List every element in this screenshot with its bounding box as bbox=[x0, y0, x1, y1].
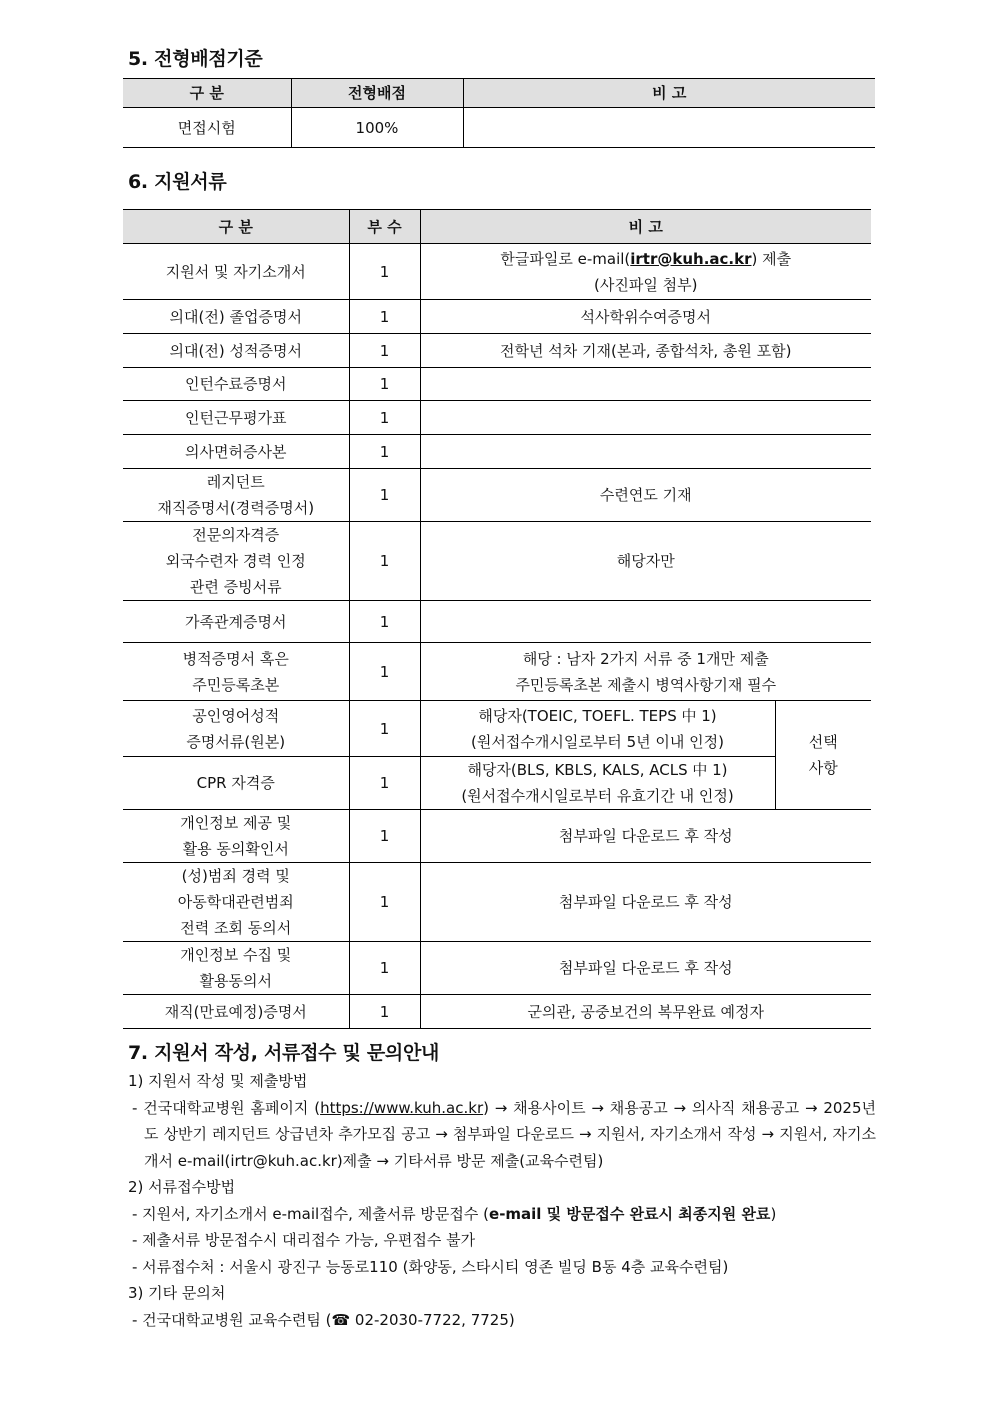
doc-name: 지원서 및 자기소개서 bbox=[123, 244, 349, 300]
doc-name: 인턴근무평가표 bbox=[123, 401, 349, 435]
section7-title: 7. 지원서 작성, 서류접수 및 문의안내 bbox=[128, 1042, 440, 1064]
table-row bbox=[123, 601, 871, 643]
doc-note: 첨부파일 다운로드 후 작성 bbox=[420, 942, 871, 995]
doc-count: 1 bbox=[349, 244, 420, 300]
cell-score: 100% bbox=[291, 108, 463, 148]
doc-count: 1 bbox=[349, 701, 420, 757]
guide-item: - 제출서류 방문접수시 대리접수 가능, 우편접수 불가 bbox=[132, 1231, 476, 1249]
doc-name: 개인정보 제공 및 활용 동의확인서 bbox=[123, 810, 349, 863]
doc-note bbox=[420, 601, 871, 643]
doc-name: (성)범죄 경력 및 아동학대관련범죄 전력 조회 동의서 bbox=[123, 863, 349, 942]
table-row bbox=[123, 401, 871, 435]
email-link[interactable]: irtr@kuh.ac.kr bbox=[630, 249, 752, 268]
guide-subtitle: 3) 기타 문의처 bbox=[128, 1284, 226, 1302]
table-row bbox=[123, 643, 871, 701]
doc-name: 가족관계증명서 bbox=[123, 601, 349, 643]
doc-count: 1 bbox=[349, 863, 420, 942]
guide-item: - 서류접수처 : 서울시 광진구 능동로110 (화양동, 스타시티 영존 빌딩 B동 4층 교육수련팀) bbox=[132, 1257, 729, 1276]
doc-count: 1 bbox=[349, 757, 420, 810]
guide-item: - 건국대학교병원 교육수련팀 (☎ 02-2030-7722, 7725) bbox=[132, 1310, 515, 1329]
doc-count: 1 bbox=[349, 334, 420, 368]
documents-table bbox=[123, 209, 871, 1029]
homepage-link[interactable]: https://www.kuh.ac.kr bbox=[320, 1098, 484, 1117]
guide-item: - 건국대학교병원 홈페이지 (https://www.kuh.ac.kr) → 채용사이트 → 채용공고 → 의사직 채용공고 → 2025년도 상반기 레지던트 상급년차 추가모집 공고 → 첨부파일 다운로드 → 지원서, 자기소개서 작성 → 지원서, 자기소개서 e-mail(irtr@kuh.ac.kr)제출 → 기타서류 방문 제출(교육수련팀) bbox=[132, 1098, 876, 1170]
table-row bbox=[123, 334, 871, 368]
doc-name: 전문의자격증 외국수련자 경력 인정 관련 증빙서류 bbox=[123, 522, 349, 601]
table-row bbox=[123, 300, 871, 334]
section6-title: 6. 지원서류 bbox=[128, 171, 227, 193]
doc-note bbox=[420, 401, 871, 435]
doc-name: 의대(전) 졸업증명서 bbox=[123, 300, 349, 334]
doc-count: 1 bbox=[349, 401, 420, 435]
doc-count: 1 bbox=[349, 368, 420, 401]
doc-count: 1 bbox=[349, 995, 420, 1029]
table-row bbox=[123, 435, 871, 469]
doc-note: 전학년 석차 기재(본과, 종합석차, 총원 포함) bbox=[420, 334, 871, 368]
doc-note: 해당자(BLS, KBLS, KALS, ACLS 中 1) (원서접수개시일로부터 유효기간 내 인정) bbox=[420, 757, 775, 810]
cell-category: 면접시험 bbox=[123, 108, 291, 148]
header-note: 비 고 bbox=[420, 210, 871, 244]
doc-name: 의사면허증사본 bbox=[123, 435, 349, 469]
header-note: 비 고 bbox=[463, 79, 875, 108]
doc-count: 1 bbox=[349, 601, 420, 643]
doc-note: 군의관, 공중보건의 복무완료 예정자 bbox=[420, 995, 871, 1029]
table-row bbox=[123, 701, 871, 757]
table-row bbox=[123, 942, 871, 995]
table-row bbox=[123, 863, 871, 942]
doc-note: 수련연도 기재 bbox=[420, 469, 871, 522]
table-row bbox=[123, 995, 871, 1029]
section5-title: 5. 전형배점기준 bbox=[128, 48, 263, 70]
table-row bbox=[123, 522, 871, 601]
doc-note: 첨부파일 다운로드 후 작성 bbox=[420, 810, 871, 863]
doc-name: 개인정보 수집 및 활용동의서 bbox=[123, 942, 349, 995]
header-category: 구 분 bbox=[123, 210, 349, 244]
doc-count: 1 bbox=[349, 300, 420, 334]
table-row bbox=[123, 244, 871, 300]
header-score: 전형배점 bbox=[291, 79, 463, 108]
guide-item: - 지원서, 자기소개서 e-mail접수, 제출서류 방문접수 (e-mail 및 방문접수 완료시 최종지원 완료) bbox=[132, 1204, 777, 1223]
doc-name: 레지던트 재직증명서(경력증명서) bbox=[123, 469, 349, 522]
scoring-table bbox=[123, 78, 875, 148]
doc-name: 공인영어성적 증명서류(원본) bbox=[123, 701, 349, 757]
doc-name: 재직(만료예정)증명서 bbox=[123, 995, 349, 1029]
table-row bbox=[123, 368, 871, 401]
doc-note bbox=[420, 368, 871, 401]
doc-name: 병적증명서 혹은 주민등록초본 bbox=[123, 643, 349, 701]
doc-note: 한글파일로 e-mail(irtr@kuh.ac.kr) 제출 (사진파일 첨부) bbox=[420, 244, 871, 300]
doc-note: 해당 : 남자 2가지 서류 중 1개만 제출 주민등록초본 제출시 병역사항기재 필수 bbox=[420, 643, 871, 701]
doc-name: 의대(전) 성적증명서 bbox=[123, 334, 349, 368]
doc-count: 1 bbox=[349, 942, 420, 995]
table-row bbox=[123, 757, 871, 810]
doc-note: 해당자만 bbox=[420, 522, 871, 601]
doc-count: 1 bbox=[349, 435, 420, 469]
header-count: 부 수 bbox=[349, 210, 420, 244]
header-category: 구 분 bbox=[123, 79, 291, 108]
guide-subtitle: 1) 지원서 작성 및 제출방법 bbox=[128, 1072, 308, 1090]
doc-count: 1 bbox=[349, 469, 420, 522]
doc-note: 석사학위수여증명서 bbox=[420, 300, 871, 334]
optional-note: 선택 사항 bbox=[775, 701, 871, 810]
guide-subtitle: 2) 서류접수방법 bbox=[128, 1178, 236, 1196]
cell-note bbox=[463, 108, 875, 148]
doc-count: 1 bbox=[349, 643, 420, 701]
doc-note: 첨부파일 다운로드 후 작성 bbox=[420, 863, 871, 942]
doc-name: 인턴수료증명서 bbox=[123, 368, 349, 401]
doc-note: 해당자(TOEIC, TOEFL. TEPS 中 1) (원서접수개시일로부터 5년 이내 인정) bbox=[420, 701, 775, 757]
doc-note bbox=[420, 435, 871, 469]
doc-count: 1 bbox=[349, 810, 420, 863]
table-row bbox=[123, 810, 871, 863]
application-guide bbox=[128, 1068, 876, 1333]
doc-name: CPR 자격증 bbox=[123, 757, 349, 810]
doc-count: 1 bbox=[349, 522, 420, 601]
table-row bbox=[123, 469, 871, 522]
